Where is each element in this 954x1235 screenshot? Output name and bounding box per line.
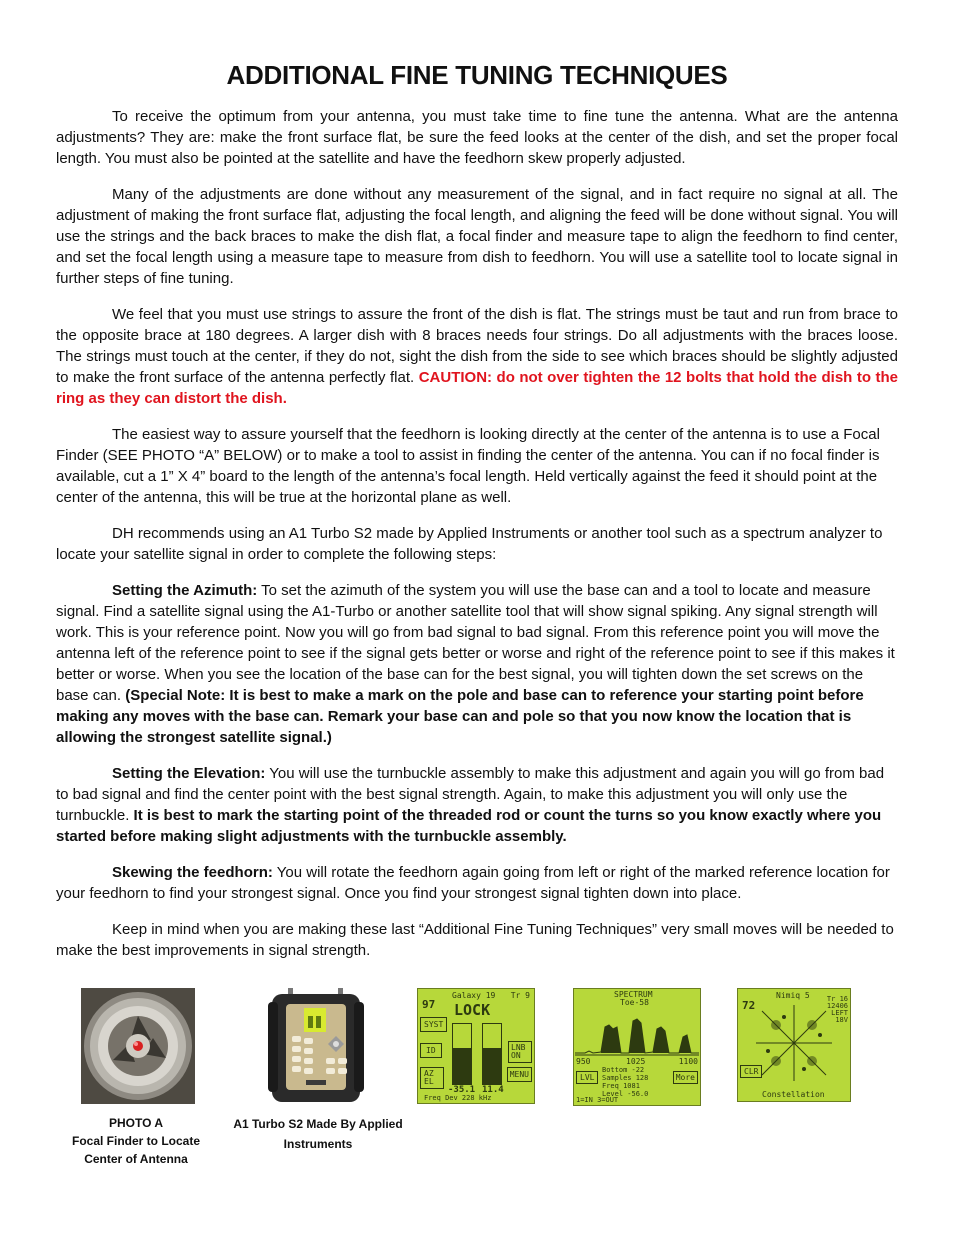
elevation-heading: Setting the Elevation: [112, 765, 266, 782]
lcd3-footer: Constellation [762, 1090, 825, 1099]
lcd3-constellation-plot [754, 1003, 834, 1083]
paragraph-recommendation: DH recommends using an A1 Turbo S2 made by Applied Instruments or another tool such as a spectrum analyzer to locate your satellite signal in order to complete the following steps: [56, 525, 883, 563]
azimuth-text: To set the azimuth of the system you will use the base can and a tool to locate and measure signal. Find a satellite signal using the A1-Turbo or another satellite tool that will show signal spiking. Any signal strength will work. This is your reference point. Now you will go from bad signal to bad signal. From this reference point you will move the antenna left of the reference point to see if the signal gets better or worse and right of the reference point to see if this makes it better or worse. When you see the location of the base can for the best signal, you will tighten down the set screws on the base can. [56, 582, 895, 704]
paragraph-intro: To receive the optimum from your antenna, you must take time to fine tune the antenna. What are the antenna adjustments? They are: make the front surface flat, be sure the feed looks at the center of the dish, and set the proper focal length. You must also be pointed at the satellite and have the feedhorn skew properly adjusted. [56, 108, 898, 167]
body-text [56, 106, 898, 976]
caption-photo-a [56, 1114, 216, 1168]
lcd2-bottom: Bottom -22 [602, 1066, 645, 1074]
lcd1-lnb-button: LNB ON [508, 1041, 532, 1063]
strings-text: We feel that you must use strings to assure the front of the dish is flat. The strings must be taut and run from brace to the opposite brace at 180 degrees. A larger dish with 8 braces needs four strings. Do all adjustments with the braces loose. The strings must touch at the center, if they do not, sight the dish from the side to see which braces should be slightly adjusted to make the front surface of the antenna perfectly flat. [56, 306, 898, 386]
lcd3-polarity: LEFT [831, 1009, 848, 1017]
lcd3-transponder: Tr 16 [826, 995, 848, 1003]
caution-note: CAUTION: do not over tighten the 12 bolts that hold the dish to the ring as they can distort the dish. [56, 369, 898, 407]
a1-turbo-device-photo [266, 988, 366, 1104]
paragraph-focal-finder: The easiest way to assure yourself that the feedhorn is looking directly at the center of the antenna is to use a Focal Finder (SEE PHOTO “A” BELOW) or to make a tool to assist in finding the center of the antenna. You can if no focal finder is available, cut a 1” X 4” board to the length of the antenna’s focal length. Held vertically against the feed it should point at the center of the antenna, this will be true at the horizontal plane as well. [56, 426, 880, 506]
lcd1-bar-left [452, 1023, 472, 1085]
elevation-note: It is best to mark the starting point of the threaded rod or count the turns so you know exactly where you started before making slight adjustments with the turnbuckle assembly. [56, 807, 882, 845]
lcd2-footer: 1=IN 3=OUT [576, 1096, 619, 1104]
lcd2-lvl-button: LVL [576, 1071, 598, 1084]
lcd1-azel-button: AZ EL [420, 1067, 444, 1089]
azimuth-heading: Setting the Azimuth: [112, 582, 258, 599]
paragraph-skew [56, 862, 898, 904]
paragraph-adjustments: Many of the adjustments are done without any measurement of the signal, and in fact require no signal at all. The adjustment of making the front surface flat, adjusting the focal length, and aligning the feed will be done without signal. You will use the strings and the back braces to make the dish flat, a focal finder and measure tape to align the feedhorn to find center, and set the focal length using a measure tape to measure from dish to feedhorn. You will use a satellite tool to locate signal in further steps of fine tuning. [56, 186, 898, 287]
lcd1-bar-left-fill [453, 1048, 471, 1084]
elevation-text: You will use the turnbuckle assembly to make this adjustment and again you will go from bad to bad signal and find the center point with the best signal strength. Again, to make this adjustment you will only use the turnbuckle. [56, 765, 885, 824]
lcd1-transponder: Tr 9 [510, 991, 530, 1000]
page-title: ADDITIONAL FINE TUNING TECHNIQUES [226, 60, 728, 90]
lcd3-frequency: 12406 [826, 1002, 848, 1010]
lcd3-satellite: Nimiq 5 [776, 991, 810, 1000]
lcd3-number: 72 [742, 999, 756, 1012]
photo-strip [0, 986, 954, 1186]
lcd1-bar-right-fill [483, 1048, 501, 1084]
lcd1-syst-button: SYST [420, 1017, 447, 1032]
paragraph-elevation [56, 763, 898, 847]
caption-photo-a-line2: Focal Finder to Locate [71, 1134, 200, 1148]
lcd1-value-left: -35.1 [448, 1085, 476, 1095]
lcd3-voltage: 18V [835, 1016, 848, 1024]
lcd3-clr-button: CLR [740, 1065, 762, 1078]
lcd2-freq-mid: 1025 [626, 1057, 646, 1066]
lcd2-title: SPECTRUM [614, 990, 653, 999]
caption-a1-turbo-line1: A1 Turbo S2 Made By Applied [233, 1117, 403, 1131]
lcd-lock-screen [417, 988, 535, 1104]
lcd1-lock: LOCK [454, 1001, 491, 1019]
lcd2-freq-end: 1100 [678, 1057, 698, 1066]
lcd2-subtitle: Toe-58 [620, 998, 649, 1007]
caption-a1-turbo-line2: Instruments [283, 1137, 353, 1151]
caption-a1-turbo [226, 1114, 410, 1154]
paragraph-strings [56, 304, 898, 409]
focal-finder-photo [81, 988, 195, 1104]
skew-heading: Skewing the feedhorn: [112, 864, 273, 881]
lcd1-menu-button: MENU [507, 1067, 532, 1082]
lcd1-number: 97 [422, 998, 436, 1011]
lcd1-id-button: ID [420, 1043, 442, 1058]
lcd1-bar-right [482, 1023, 502, 1085]
lcd2-spectrum-graph [575, 1007, 699, 1059]
lcd1-value-right: 11.4 [482, 1085, 504, 1095]
paragraph-azimuth [56, 580, 898, 748]
lcd2-freq-start: 950 [576, 1057, 591, 1066]
lcd1-satellite: Galaxy 19 [452, 991, 496, 1000]
lcd2-more-button: More [673, 1071, 698, 1084]
caption-photo-a-line1: PHOTO A [108, 1116, 163, 1130]
lcd2-freq: Freq 1081 [602, 1082, 640, 1090]
lcd2-level: Level -56.0 [602, 1090, 649, 1098]
lcd-constellation-screen [737, 988, 851, 1102]
skew-text: You will rotate the feedhorn again going from left or right of the marked reference location for your feedhorn to find your strongest signal. Once you find your strongest signal tighten down into place. [56, 864, 890, 902]
azimuth-note: (Special Note: It is best to make a mark on the pole and base can to reference your starting point before making any moves with the base can. Remark your base can and pole so that you now know the location that is allowing the strongest satellite signal.) [56, 687, 864, 746]
paragraph-closing: Keep in mind when you are making these last “Additional Fine Tuning Techniques” very small moves will be needed to make the best improvements in signal strength. [56, 921, 894, 959]
caption-photo-a-line3: Center of Antenna [84, 1152, 188, 1166]
lcd1-footer: Freq Dev 228 kHz [424, 1094, 492, 1102]
lcd2-samples: Samples 128 [602, 1074, 649, 1082]
lcd-spectrum-screen [573, 988, 701, 1106]
